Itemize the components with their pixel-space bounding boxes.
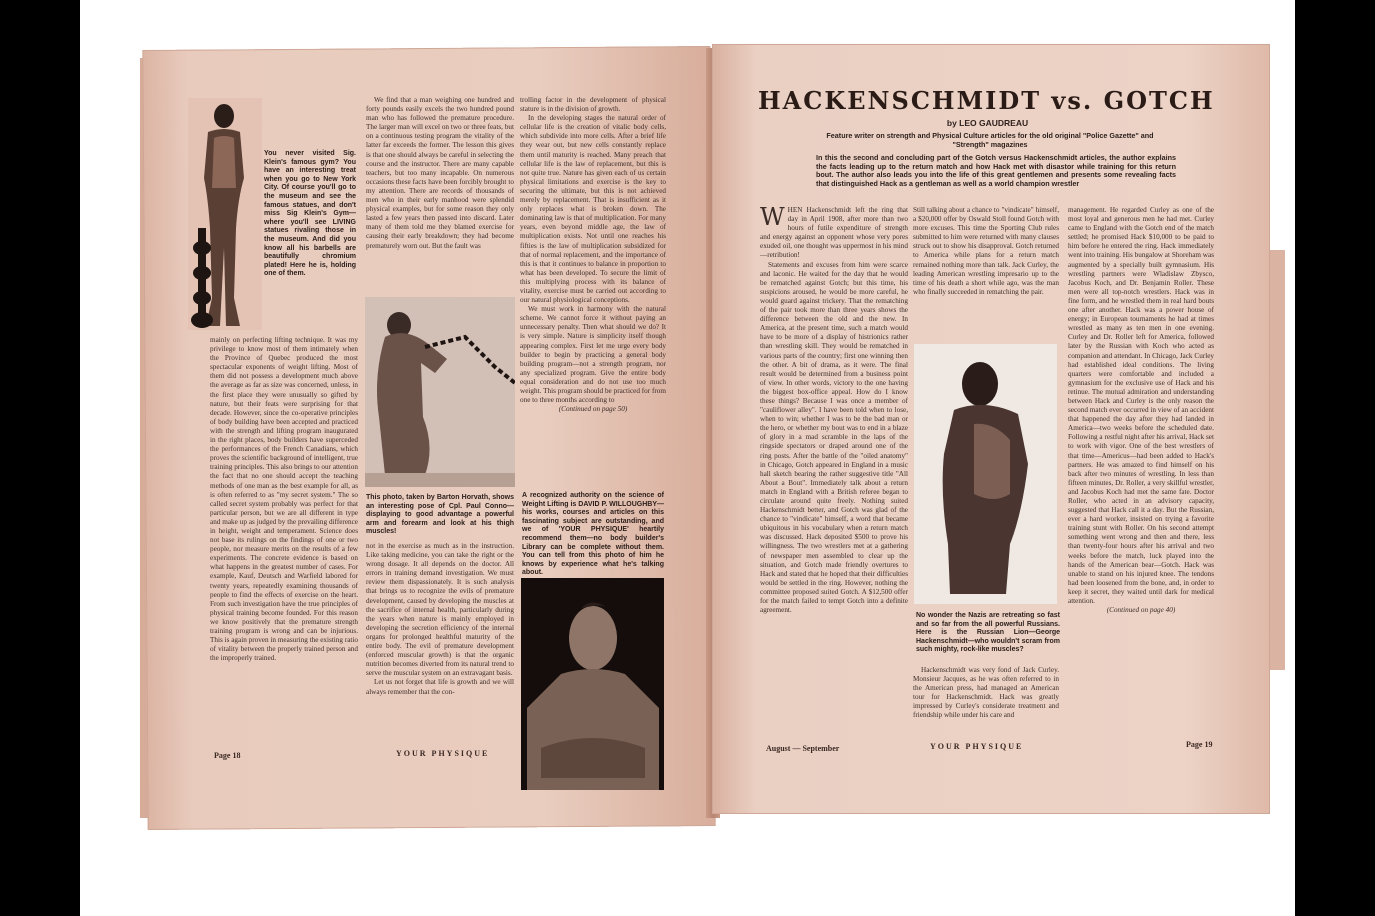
right-col3-body [1068, 206, 1214, 748]
left-col1-body [210, 336, 358, 736]
right-col2-top [913, 206, 1059, 336]
sidebar-caption: You never visited Sig. Klein's famous gym? You have an interesting treat when you go to New York City. Of course you'll go to the museum and see the famous statues, and don't miss Sig Klein's Gym—where you'll see LIVING statues rivaling those in the museum. And did you know all his barbells are beautifully chromium plated! Here he is, holding one of them. [264, 150, 356, 278]
issue-date: August — September [766, 744, 840, 753]
paragraph: We find that a man weighing one hundred and forty pounds easily excels the two hundred pound man who has followed the premature procedure. The larger man will excel on two or three feats, but on a continuous testing program the vitality of the latter far exceeds the former. The lesson this gives is that one should always be careful in selecting the course and the instructor. There are many capable teachers, but too many incapable. On numerous occasions these facts have been forcibly brought to my attention. There are records of thousands of men who in their early manhood were splendid physical examples, but for some reason they only lasted a few years then passed into discard. Later many of them told me they blamed exercise for causing their early breakdown; they had become prematurely worn out. But the fault was [366, 96, 514, 250]
right-col2-bottom [913, 666, 1059, 740]
photo-paul-conno [365, 297, 515, 487]
article-subtitle: Feature writer on strength and Physical Culture articles for the old original "Police Gazette" and "Strength" magazines [826, 131, 1154, 149]
hackenschmidt-caption: No wonder the Nazis are retreating so fast and so far from the all powerful Russians. Here is the Russian Lion—George Hackenschmidt—who wouldn't scram from such mighty, rock-like muscles? [916, 612, 1060, 654]
left-col2-top [366, 96, 514, 286]
paragraph: Let us not forget that life is growth and we will always remember that the con- [366, 678, 514, 696]
right-col1-body [760, 206, 908, 746]
left-page-number: Page 18 [214, 751, 241, 760]
paragraph: trolling factor in the development of physical stature is in the division of growth. [520, 96, 666, 114]
drop-cap: W [760, 206, 785, 231]
willoughby-caption: A recognized authority on the science of Weight Lifting is DAVID P. WILLOUGHBY—his works, courses and articles on this fascinating subject are outstanding, and we of 'YOUR PHYSIQUE' heartily recommend them—no body builder's Library can be complete without them. You can tell from this photo of him he knows by experience what he's talking about. [522, 492, 664, 577]
article-byline: by LEO GAUDREAU [946, 118, 1029, 128]
left-col2-bottom [366, 542, 514, 738]
paragraph: In the developing stages the natural order of cellular life is the creation of vitalic body cells, which subdivide into more cells. After a brief life they wear out, but new cells constantly replace them until maturity is reached. Many preach that cellular life is the law of replacement, but this is not quite true. Nature has given each of us certain physical limitations and exercise is the key to securing the ultimate, but this is not achieved merely by replacement. That is insufficient as it only replaces what is broken down. The dominating law is that of multiplication. For many years, even beyond middle age, the law of multiplication exists. Not until one reaches his fifties is the law of multiplication subsidized for that of normal replacement, and the importance of this is that it continues to balance in proportion to what has been developed. To secure the limit of this multiplying process with its balance of vitality, exercise must be carried out according to our natural physiological conceptions. [520, 114, 666, 305]
paragraph [760, 206, 908, 261]
right-page-number: Page 19 [1186, 740, 1213, 749]
continued-note: (Continued on page 40) [1106, 606, 1176, 615]
paragraph: mainly on perfecting lifting technique. It was my privilege to know most of them intimately when the Province of Quebec produced the most spectacular exponents of weight lifting. Most of them did not possess a development much above the average as far as size was concerned, unless, in the first place they were unusually so gifted by nature, but their feats were surprising for that decade. However, since the co-operative principles of body building have been accepted and practiced with the strength and lifting program inaugurated in the right places, body builders have superceded the performances of the French Canadians, which proves the scientific background of intelligent, true training principles. This also brings to our attention the fact that no one should accept the teaching methods of one man as the best example for all, as is often referred to as "my secret system." The so called secret system probably was perfect for that particular person, but we are all different in type and make up as judged by the prevailing difference in height, weight and temperament. Science does not base its rulings on the findings of one or two people, nor measure merits on the results of a few experiments. The concrete evidence is based on what happens in the greatest number of cases. For example, Kauf, Deutsch and Warfield labored for twenty years, repeatedly examining thousands of people to find the effects of exercise on the heart. From such investigation have the true principles of physical training become founded. For this reason we know positively that the premature strength training program is wrong and can be injurious. This is again proven in measuring the existing ratio of vitality between the properly trained person and the improperly trained. [210, 336, 358, 663]
left-col3-top [520, 96, 666, 488]
continued-note: (Continued on page 50) [558, 405, 628, 414]
left-magazine-name: YOUR PHYSIQUE [396, 749, 490, 758]
first-paragraph: HEN Hackenschmidt left the ring that day in April 1908, after more than two hours of futile expenditure of strength and energy against an opponent whose very pores exuded oil, one thought was uppermost in his mind—retribution! [760, 206, 908, 260]
paragraph: Statements and excuses from him were scarce and laconic. He waited for the day that he would be rematched against Gotch; but this time, his suspicions aroused, he would be more careful, he would guard against trickery. That the rematching of the pair took more than three years shows the difference between the old and the new. In America, at the present time, such a match would have to be more of a display of histrionics rather than wrestling skill. They would be rematched in various parts of the country; first one winning then the other. A bit of drama, as it were. The final result would be determined from a business point of view. In other words, victory to the one having the biggest box-office appeal. How do I know these things? Because I was once a member of "cauliflower alley". I have been told when to lose, when to win; whether I was to be the bad man or the hero, or whether my bout was to end in a blaze of glory in a mad scramble in the laps of the ringside spectators or draped around one of the ring posts. After the battle of the "oiled anatomy" in Chicago, Gotch appeared in England in a music hall sketch bearing the rather suggestive title "All About a Bout". Immediately talk about a return match in England with a British referee began to circulate around quite freely. Nothing suited Hackenschmidt better, and Gotch was glad of the chance to "vindicate" himself, a word that became ubiquitous in his vocabulary when a return match was discussed. Hack deposited $500 to prove his willingness. The two wrestlers met at a gathering of newspaper men assembled to clear up the situation, and Gotch made friendly overtures to Hack and stated that he hoped that their difficulties would be settled in the ring. However, nothing the committee proposed suited Gotch. A $12,500 offer for the match failed to tempt Gotch into a definite agreement. [760, 260, 908, 615]
photo-sig-klein [188, 98, 262, 330]
photo2-caption: This photo, taken by Barton Horvath, shows an interesting pose of Cpl. Paul Conno—displaying to good advantage a powerful arm and forearm and look at his thigh muscles! [366, 494, 514, 536]
paragraph: Hackenschmidt was very fond of Jack Curley. Monsieur Jacques, as he was often referred to in the American press, had managed an American tour for Hackenschmidt. Hack was greatly impressed by Curley's considerate treatment and friendship while under his care and [913, 666, 1059, 720]
right-magazine-name: YOUR PHYSIQUE [930, 742, 1024, 751]
photo-hackenschmidt [914, 344, 1057, 604]
paragraph: We must work in harmony with the natural scheme. We cannot force it without paying an unnecessary penalty. Then what should we do? It is very simple. Nature is simplicity itself though appearing complex. First let me urge every body builder to begin by practicing a general body building program—not a strength program, nor any specialized program. Give the entire body equal consideration and do not use too much weight. This program should be practiced for from one to three months according to [520, 305, 666, 405]
article-headline: HACKENSCHMIDT vs. GOTCH [758, 86, 1215, 115]
paragraph: not in the exercise as much as in the instruction. Like taking medicine, you can take the right or the wrong dosage. It all depends on the doctor. All errors in training demand investigation. We must review them dispassionately. It is such analysis that brings us to recognize the evils of premature development, caused by developing the muscles at the sacrifice of internal health, particularly during the years when nature is mainly employed in developing the secretion efficiency of the internal organs for prolonged healthful maturity of the entire body. The evil of premature development (enforced muscular growth) is that the organic nutrition becomes diverted from its natural trend to serve the muscular system on an extravagant basis. [366, 542, 514, 678]
paragraph: Still talking about a chance to "vindicate" himself, a $20,000 offer by Oswald Stoll found Gotch with more excuses. This time the Sporting Club rules submitted to him were returned with many clauses struck out to show his disapproval. Gotch returned to America while plans for a return match remained nothing more than talk. Jack Curley, the leading American wrestling impresario up to the time of his death a short while ago, was the man who finally succeeded in rematching the pair. [913, 206, 1059, 296]
photo-willoughby [521, 578, 664, 790]
article-intro: In this the second and concluding part of the Gotch versus Hackenschmidt articles, the author explains the facts leading up to the return match and how Hack met with disastor while training for this return bout. The author also leads you into the life of this great gentlemen and presents some revealing facts that distinguished Hack as a gentleman as well as a world champion wrestler [816, 153, 1176, 188]
paragraph: management. He regarded Curley as one of the most loyal and generous men he had met. Curley came to England with the Gotch end of the match settled; he promised Hack $10,000 to be paid to him before he entered the ring. Hack immediately went into training. His bungalow at Shoreham was augmented by a specially built gymnasium. His wrestling partners were Wladislaw Zbysco, Jacobus Koch, and Dr. Benjamin Roller. These men were all top-notch wrestlers. Hack was in fine form, and he wrestled them in real hard bouts one after another. Hack was a power house of energy; in European tournaments he had at times wrestled as many as ten men in one evening. Curley and Dr. Roller left for America, followed later by the Russian with Koch who acted as companion and attendant. In Chicago, Jack Curley had established ideal conditions. The living quarters were comfortable and included a gymnasium for the exclusive use of Hack and his retinue. The mutual admiration and understanding between Hack and Curley is the only reason the second match ever occurred in view of an accident that happened the day after they had landed in America—two weeks before the scheduled date. Following a restful night after his arrival, Hack set to work with vigor. One of the best wrestlers of that time—Americus—had been added to Hack's partners. He was amazed to find himself on his back after two minutes of wrestling. In less than fifteen minutes, Dr. Roller, a very skillful wrestler, and Jacobus Koch had met the same fate. Doctor Roller, who acted in an advisory capacity, suggested that Hack call it a day. But the Russian, ever a hard worker, insisted on trying a favorite training stunt with Roller. On his second attempt something went wrong and then and there, less than twenty-four hours after his arrival and two weeks before the match, luck played into the hands of the American bear—Gotch. Hack was unable to stand on his injured knee. The tendons had been loosened from the bone, and, in order to keep it secret, they waited until dark for medical attention. [1068, 206, 1214, 606]
